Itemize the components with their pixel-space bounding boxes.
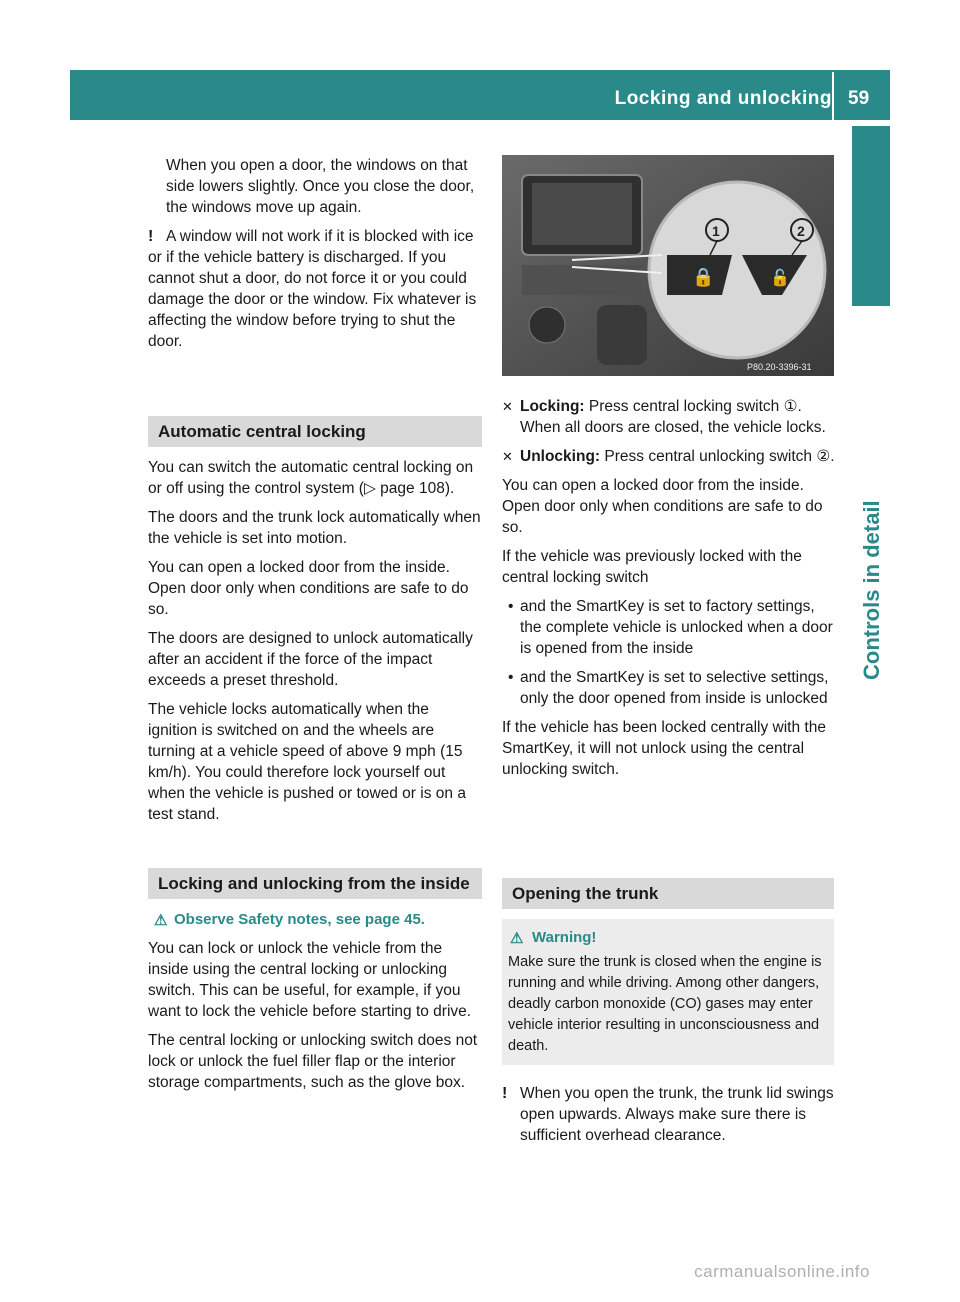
step-unlocking bbox=[502, 446, 836, 467]
callout-2: 2 bbox=[797, 223, 805, 239]
paragraph: You can lock or unlock the vehicle from the inside using the central locking or unlocking switch. This can be useful, for example, if you want to lock the vehicle before starting to drive. bbox=[148, 940, 472, 1020]
list-item-text: and the SmartKey is set to factory settings, the complete vehicle is unlocked when a door is opened from the inside bbox=[520, 598, 833, 657]
step-arrow-icon: ✕ bbox=[502, 399, 513, 414]
section-heading-auto-locking: Automatic central locking bbox=[148, 416, 482, 447]
section-heading-inside-locking: Locking and unlocking from the inside bbox=[148, 868, 482, 899]
side-tab-block bbox=[852, 126, 890, 306]
paragraph: If the vehicle was previously locked with the central locking switch bbox=[502, 548, 802, 586]
paragraph: If the vehicle has been locked centrally with the SmartKey, it will not unlock using the central unlocking switch. bbox=[502, 719, 826, 778]
step-label: Locking: bbox=[520, 398, 585, 415]
note-trunk bbox=[502, 1083, 834, 1146]
list-item bbox=[502, 667, 836, 709]
left-column bbox=[148, 155, 482, 412]
warning-triangle-icon: ⚠ bbox=[510, 930, 524, 947]
callout-1: 1 bbox=[712, 223, 720, 239]
safety-note bbox=[148, 909, 482, 930]
paragraph: The doors are designed to unlock automatically after an accident if the force of the impact exceeds a preset threshold. bbox=[148, 630, 473, 689]
page-number: 59 bbox=[848, 88, 870, 109]
warning-title-text: Warning! bbox=[532, 929, 597, 946]
safety-note-text: Observe Safety notes, see page 45. bbox=[174, 911, 425, 928]
paragraph: The doors and the trunk lock automatically when the vehicle is set into motion. bbox=[148, 509, 481, 547]
side-tab-label: Controls in detail bbox=[859, 500, 884, 680]
warning-triangle-icon: ⚠ bbox=[154, 912, 168, 929]
list-item-text: and the SmartKey is set to selective settings, only the door opened from inside is unlocked bbox=[520, 669, 829, 707]
svg-text:🔒: 🔒 bbox=[692, 267, 715, 288]
header-divider bbox=[832, 72, 834, 120]
photo-code: P80.20-3396-31 bbox=[747, 362, 812, 372]
warning-box bbox=[502, 919, 834, 1065]
step-text: Press central locking switch ①. When all doors are closed, the vehicle locks. bbox=[520, 398, 826, 436]
note-icon: ! bbox=[148, 228, 154, 245]
step-locking bbox=[502, 396, 836, 438]
right-column bbox=[502, 396, 836, 788]
note-window-text: A window will not work if it is blocked with ice or if the vehicle battery is discharged. If you cannot shut a door, do not force it or you could damage the door or the window. Fix whatever is affecting the window before trying to shut the door. bbox=[148, 228, 477, 350]
svg-text:🔓: 🔓 bbox=[770, 268, 790, 287]
paragraph: You can switch the automatic central locking on or off using the control system (▷ page 108). bbox=[148, 459, 474, 497]
list-item bbox=[502, 596, 836, 659]
right-column-2 bbox=[502, 878, 834, 1154]
step-arrow-icon: ✕ bbox=[502, 449, 513, 464]
paragraph: The vehicle locks automatically when the ignition is switched on and the wheels are turning at a vehicle speed of above 9 mph (15 km/h). You could therefore lock yourself out when the vehicle is pushed or towed or is on a test stand. bbox=[148, 701, 466, 823]
note-trunk-text: When you open the trunk, the trunk lid swings open upwards. Always make sure there is sufficient overhead clearance. bbox=[520, 1085, 834, 1144]
paragraph: You can open a locked door from the inside. Open door only when conditions are safe to do so. bbox=[148, 559, 469, 618]
section-heading-trunk: Opening the trunk bbox=[502, 878, 834, 909]
switch-photo bbox=[502, 155, 834, 376]
intro-text: When you open a door, the windows on that side lowers slightly. Once you close the door, the windows move up again. bbox=[166, 157, 475, 216]
step-text: Press central unlocking switch ②. bbox=[600, 448, 835, 465]
step-label: Unlocking: bbox=[520, 448, 601, 465]
photo-illustration bbox=[502, 155, 834, 376]
note-window bbox=[130, 226, 482, 352]
paragraph: The central locking or unlocking switch does not lock or unlock the fuel filler flap or the interior storage compartments, such as the glove box. bbox=[148, 1032, 478, 1091]
left-column-2 bbox=[148, 416, 482, 833]
left-column-3 bbox=[148, 868, 482, 1101]
page-title: Locking and unlocking bbox=[614, 88, 832, 109]
bullet-icon: • bbox=[508, 598, 514, 615]
paragraph: You can open a locked door from the inside. Open door only when conditions are safe to do so. bbox=[502, 477, 823, 536]
warning-text: Make sure the trunk is closed when the engine is running and while driving. Among other dangers, deadly carbon monoxide (CO) gases may enter vehicle interior resulting in unconsciousness and death. bbox=[508, 954, 822, 1054]
watermark: carmanualsonline.info bbox=[694, 1262, 870, 1281]
note-icon: ! bbox=[502, 1085, 508, 1102]
bullet-icon: • bbox=[508, 669, 514, 686]
warning-title bbox=[508, 927, 828, 948]
